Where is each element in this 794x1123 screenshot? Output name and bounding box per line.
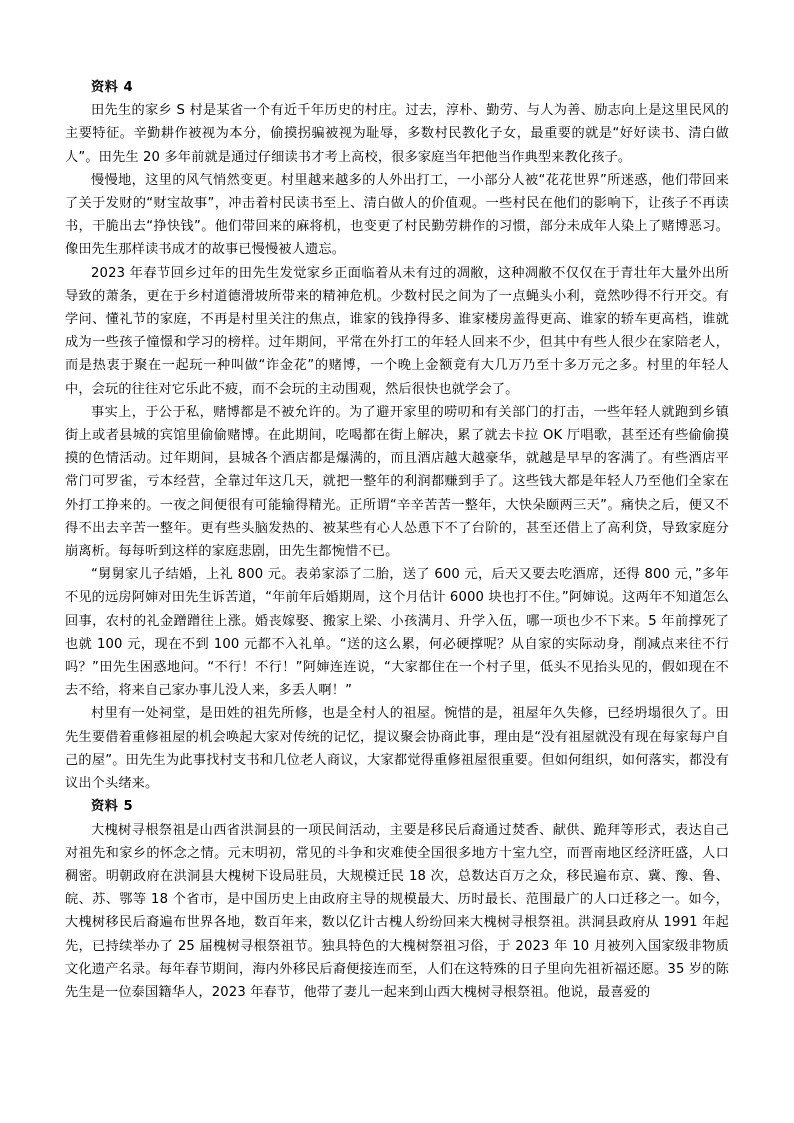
section-heading-material-4: 资料 4 [91,80,134,95]
paragraph-ancestral-hall: 村里有一处祠堂，是田姓的祖先所修，也是全村人的祖屋。惋惜的是，祖屋年久失修，已经坍塌很久了。田先生要借着重修祖屋的机会唤起大家对传统的记忆，提议聚会协商此事，理由是“没有祖屋就没有现在每家每户自己的屋”。田先生为此事找村支书和几位老人商议，大家都觉得重修祖屋很重要。但如何组织，如何落实，都没有议出个头绪来。 [65,706,729,792]
paragraph-spring-festival-decline: 2023 年春节回乡过年的田先生发觉家乡正面临着从未有过的凋敝，这种凋敝不仅仅在于青壮年大量外出所导致的萧条，更在于乡村道德滑坡所带来的精神危机。少数村民之间为了一点蝇头小利，竟然吵得不行开交。有学问、懂礼节的家庭，不再是村里关注的焦点，谁家的钱挣得多、谁家楼房盖得更高、谁家的轿车更高档，谁就成为一些孩子憧憬和学习的榜样。过年期间，平常在外打工的年轻人回来不少，但其中有些人很少在家陪老人，而是热衷于聚在一起玩一种叫做“诈金花”的赌博，一个晚上金额竟有大几万乃至十多万元之多。村里的年轻人中，会玩的往往对它乐此不疲，而不会玩的主动围观，然后很快也就学会了。 [65,265,729,397]
paragraph-changing-customs: 慢慢地，这里的风气悄然变更。村里越来越多的人外出打工，一小部分人被“花花世界”所迷惑，他们带回来了关于发财的“财宝故事”，冲击着村民读书至上、清白做人的价值观。一些村民在他们的影响下，让孩子不再读书，干脆出去“挣快钱”。他们带回来的麻将机，也变更了村民勤劳耕作的习惯，部分未成年人染上了赌博恶习。像田先生那样读书成才的故事已慢慢被人遗忘。 [65,172,729,258]
paragraph-gambling: 事实上，于公于私，赌博都是不被允许的。为了避开家里的唠叨和有关部门的打击，一些年轻人就跑到乡镇街上或者县城的宾馆里偷偷赌博。在此期间，吃喝都在街上解决，累了就去卡拉 OK 厅唱歌，甚至还有些偷偷摸摸的色情活动。过年期间，县城各个酒店都是爆满的，而且酒店越大越豪华，就越是早早的客满了。有些酒店平常门可罗雀，亏本经营，全靠过年这几天，就把一整年的利润都赚到手了。这些钱大都是年轻人乃至他们全家在外打工挣来的。一夜之间便很有可能输得精光。正所谓“辛辛苦苦一整年，大快朵颐两三天”。痛快之后，便又不得不出去辛苦一整年。更有些头脑发热的、被某些有心人怂恿下不了台阶的，甚至还借上了高利贷，导致家庭分崩离析。每每听到这样的家庭悲剧，田先生都惋惜不已。 [65,404,729,560]
section-heading-material-5: 资料 5 [91,799,134,815]
paragraph-big-locust-tree: 大槐树寻根祭祖是山西省洪洞县的一项民间活动，主要是移民后裔通过焚香、献供、跪拜等形式，表达自己对祖先和家乡的怀念之情。元末明初，常见的斗争和灾难使全国很多地方十室九空，而晋南地区经济旺盛，人口稠密。明朝政府在洪洞县大槐树下设局驻员，大规模迁民 18 次，总数达百万之众，移民遍布京、冀、豫、鲁、皖、苏、鄂等 18 个省市，是中国历史上由政府主导的规模最大、历时最长、范围最广的人口迁移之一。如今，大槐树移民后裔遍布世界各地，数百年来，数以亿计古槐人纷纷回来大槐树寻根祭祖。洪洞县政府从 1991 年起先，已持续举办了 25 届槐树寻根祭祖节。独具特色的大槐树祭祖习俗，于 2023 年 10 月被列入国家级非物质文化遗产名录。每年春节期间，海内外移民后裔便接连而至，人们在这特殊的日子里向先祖祈福还愿。35 岁的陈先生是一位泰国籍华人，2023 年春节，他带了妻儿一起来到山西大槐树寻根祭祖。他说，最喜爱的 [65,822,729,1000]
document-page [65,76,729,1004]
paragraph-gift-money: “舅舅家儿子结婚，上礼 800 元。表弟家添了二胎，送了 600 元，后天又要去吃酒席，还得 800 元，”多年不见的远房阿婶对田先生诉苦道，“年前年后婚期周，这个月估计 6000 块也打不住。”阿婶说。这两年不知道怎么回事，农村的礼金蹭蹭往上涨。婚丧嫁娶、搬家上梁、小孩满月、升学入伍，哪一项也少不下来。5 年前撑死了也就 100 元，现在不到 100 元都不入礼单。“送的这么累，何必硬撑呢？从自家的实际动身，削减点来往不行吗？”田先生困惑地问。“不行！不行！”阿婶连连说，“大家都住在一个村子里，低头不见抬头见的，假如现在不去不给，将来自己家办事儿没人来，多丢人啊！” [65,567,729,699]
paragraph-village-history: 田先生的家乡 S 村是某省一个有近千年历史的村庄。过去，淳朴、勤劳、与人为善、励志向上是这里民风的主要特征。辛勤耕作被视为本分，偷摸拐骗被视为耻辱，多数村民教化子女，最重要的就是“好好读书、清白做人”。田先生 20 多年前就是通过仔细读书才考上高校，很多家庭当年把他当作典型来教化孩子。 [65,103,729,165]
